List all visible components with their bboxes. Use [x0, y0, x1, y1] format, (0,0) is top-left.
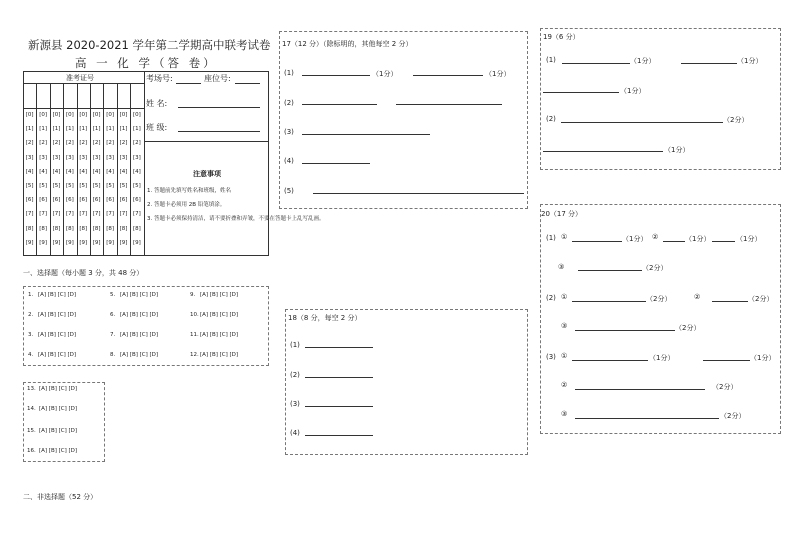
seat-label: 座位号: — [204, 74, 231, 83]
digit-bubble[interactable]: [0] — [119, 112, 128, 118]
q19-header: 19（6 分） — [543, 33, 580, 41]
digit-bubble[interactable]: [5] — [92, 183, 101, 189]
digit-bubble[interactable]: [6] — [119, 197, 128, 204]
question-number: 4. — [28, 352, 34, 358]
q17-part-2: (2) — [284, 99, 294, 107]
digit-bubble[interactable]: [1] — [79, 126, 88, 133]
q20-1-3-score: （2分） — [642, 264, 668, 272]
digit-bubble[interactable]: [0] — [132, 112, 141, 118]
q20-1-2b-blank[interactable] — [712, 241, 735, 242]
q19-box — [540, 28, 781, 170]
digit-bubble[interactable]: [9] — [39, 239, 47, 246]
q18-box — [285, 309, 528, 455]
q20-1-2-score: （1分） — [685, 235, 711, 243]
q20-3-circle-2: ② — [561, 381, 568, 389]
digit-bubble[interactable]: [3] — [25, 154, 34, 161]
digit-bubble[interactable]: [2] — [132, 140, 141, 147]
digit-bubble[interactable]: [8] — [132, 225, 141, 232]
choice-options[interactable]: [A] [B] [C] [D] — [38, 352, 77, 358]
question-number: 16. — [27, 448, 36, 454]
digit-bubble[interactable]: [3] — [79, 154, 88, 161]
question-number: 5. — [110, 292, 116, 298]
digit-bubble[interactable]: [5] — [132, 183, 141, 189]
digit-bubble[interactable]: [9] — [65, 239, 74, 246]
digit-bubble[interactable]: [3] — [52, 154, 61, 161]
digit-bubble[interactable]: [5] — [119, 183, 128, 189]
class-field[interactable] — [178, 131, 260, 132]
digit-bubble[interactable]: [5] — [79, 183, 88, 189]
q20-3-2-score: （2分） — [712, 383, 738, 391]
question-number: 14. — [27, 406, 36, 412]
room-field[interactable] — [176, 83, 201, 84]
digit-bubble[interactable]: [4] — [106, 168, 114, 175]
q20-3-circle-3: ③ — [561, 410, 568, 418]
question-number: 2. — [28, 312, 34, 318]
q19-1-blank-c[interactable] — [543, 92, 619, 93]
digit-bubble[interactable]: [7] — [65, 211, 74, 218]
q18-4-blank[interactable] — [305, 435, 373, 436]
q18-part-2: (2) — [290, 371, 300, 379]
digit-bubble[interactable]: [8] — [92, 225, 101, 232]
q19-2-blank-b[interactable] — [543, 151, 663, 152]
digit-bubble[interactable]: [4] — [25, 168, 34, 175]
q17-3-blank[interactable] — [302, 134, 430, 135]
q18-2-blank[interactable] — [305, 377, 373, 378]
q19-1-score-b: （1分） — [737, 57, 763, 65]
digit-bubble[interactable]: [5] — [39, 183, 47, 189]
digit-bubble[interactable]: [9] — [132, 239, 141, 246]
q20-2-3-score: （2分） — [675, 324, 701, 332]
q18-1-blank[interactable] — [305, 347, 373, 348]
admission-label: 准考证号 — [66, 74, 94, 82]
q17-part-3: (3) — [284, 128, 294, 136]
q20-2-circle-2: ② — [694, 293, 701, 301]
q19-part-2: (2) — [546, 115, 556, 123]
digit-bubble[interactable]: [6] — [132, 197, 141, 204]
question-number: 6. — [110, 312, 116, 318]
choice-options[interactable]: [A] [B] [C] [D] — [120, 352, 159, 358]
q17-2-blank-b[interactable] — [396, 104, 502, 105]
digit-bubble[interactable]: [7] — [25, 211, 34, 218]
q18-header: 18（8 分，每空 2 分） — [288, 314, 362, 322]
room-label: 考场号: — [146, 74, 173, 83]
q20-2-1-blank[interactable] — [572, 301, 646, 302]
digit-bubble[interactable]: [2] — [92, 140, 101, 147]
notice-title: 注意事项 — [193, 170, 221, 178]
digit-bubble[interactable]: [8] — [106, 225, 114, 232]
digit-bubble[interactable]: [0] — [25, 112, 34, 118]
digit-bubble[interactable]: [4] — [39, 168, 47, 175]
q17-5-blank[interactable] — [313, 193, 524, 194]
q20-3-1b-blank[interactable] — [703, 360, 750, 361]
digit-bubble[interactable]: [4] — [52, 168, 61, 175]
name-field[interactable] — [178, 107, 260, 108]
digit-bubble[interactable]: [1] — [132, 126, 141, 133]
digit-bubble[interactable]: [3] — [132, 154, 141, 161]
q17-4-blank[interactable] — [302, 163, 370, 164]
section1-label: 一、选择题（每小题 3 分，共 48 分） — [23, 269, 144, 277]
choice-options[interactable]: [A] [B] [C] [D] — [120, 292, 159, 298]
question-number: 9. — [190, 292, 196, 298]
q17-header: 17（12 分）（除标明的，其他每空 2 分） — [282, 40, 413, 48]
q17-box — [279, 31, 528, 209]
q17-1-blank-a[interactable] — [302, 75, 370, 76]
q20-2-1-score: （2分） — [646, 295, 672, 303]
q19-1-score-c: （1分） — [620, 87, 646, 95]
digit-bubble[interactable]: [8] — [39, 225, 47, 232]
digit-bubble[interactable]: [7] — [92, 211, 101, 218]
choice-options[interactable]: [A] [B] [C] [D] — [39, 406, 78, 412]
question-number: 11. — [190, 332, 199, 338]
digit-bubble[interactable]: [1] — [52, 126, 61, 133]
q20-3-1-score: （1分） — [649, 354, 675, 362]
digit-bubble[interactable]: [3] — [92, 154, 101, 161]
paper-subtitle: 高 一 化 学（答 卷） — [75, 56, 218, 70]
q17-part-5: (5) — [284, 187, 294, 195]
digit-bubble[interactable]: [7] — [52, 211, 61, 218]
q20-3-3-score: （2分） — [720, 412, 746, 420]
digit-bubble[interactable]: [0] — [106, 112, 114, 118]
digit-bubble[interactable]: [6] — [25, 197, 34, 204]
q17-1-score-a: （1分） — [372, 70, 398, 78]
digit-bubble[interactable]: [7] — [119, 211, 128, 218]
q20-1-circle-2: ② — [652, 233, 659, 241]
digit-bubble[interactable]: [9] — [119, 239, 128, 246]
digit-bubble[interactable]: [7] — [132, 211, 141, 218]
digit-bubble[interactable]: [5] — [65, 183, 74, 189]
digit-bubble[interactable]: [8] — [52, 225, 61, 232]
notice-item-1: 1. 答题前先填写姓名和班级，姓名 — [147, 188, 231, 194]
digit-bubble[interactable]: [2] — [119, 140, 128, 147]
q20-1-3-blank[interactable] — [578, 270, 642, 271]
choice-options[interactable]: [A] [B] [C] [D] — [200, 332, 239, 338]
q20-1-1-score: （1分） — [622, 235, 648, 243]
digit-bubble[interactable]: [8] — [79, 225, 88, 232]
q20-1-circle-1: ① — [561, 233, 568, 241]
digit-bubble[interactable]: [6] — [92, 197, 101, 204]
q19-2-score-a: （2分） — [723, 116, 749, 124]
digit-bubble[interactable]: [6] — [79, 197, 88, 204]
q20-1-2b-score: （1分） — [736, 235, 762, 243]
q20-3-1-blank[interactable] — [572, 360, 648, 361]
q19-1-score-a: （1分） — [630, 57, 656, 65]
choice-options[interactable]: [A] [B] [C] [D] — [200, 292, 239, 298]
q19-part-1: (1) — [546, 56, 556, 64]
q20-2-3-blank[interactable] — [575, 330, 675, 331]
choice-options[interactable]: [A] [B] [C] [D] — [120, 332, 159, 338]
choice-options[interactable]: [A] [B] [C] [D] — [38, 292, 77, 298]
q19-1-blank-b[interactable] — [681, 63, 737, 64]
digit-bubble[interactable]: [8] — [119, 225, 128, 232]
digit-bubble[interactable]: [5] — [106, 183, 114, 189]
choice-options[interactable]: [A] [B] [C] [D] — [39, 448, 78, 454]
digit-bubble[interactable]: [7] — [79, 211, 88, 218]
notice-item-2: 2. 答题卡必须用 2B 铅笔填涂。 — [147, 202, 226, 208]
digit-bubble[interactable]: [3] — [39, 154, 47, 161]
q20-part-2: (2) — [546, 294, 556, 302]
digit-bubble[interactable]: [2] — [52, 140, 61, 147]
q20-2-circle-1: ① — [561, 293, 568, 301]
digit-bubble[interactable]: [0] — [39, 112, 47, 118]
digit-bubble[interactable]: [8] — [65, 225, 74, 232]
digit-bubble[interactable]: [8] — [25, 225, 34, 232]
digit-bubble[interactable]: [7] — [39, 211, 47, 218]
q17-2-blank-a[interactable] — [302, 104, 377, 105]
q20-2-circle-3: ③ — [561, 322, 568, 330]
digit-bubble[interactable]: [1] — [25, 126, 34, 133]
q18-part-1: (1) — [290, 341, 300, 349]
q17-part-4: (4) — [284, 157, 294, 165]
q20-1-circle-3: ③ — [558, 263, 565, 271]
digit-bubble[interactable]: [1] — [39, 126, 47, 133]
question-number: 15. — [27, 428, 36, 434]
q20-part-1: (1) — [546, 234, 556, 242]
digit-bubble[interactable]: [3] — [106, 154, 114, 161]
digit-bubble[interactable]: [6] — [65, 197, 74, 204]
question-number: 8. — [110, 352, 116, 358]
choice-options[interactable]: [A] [B] [C] [D] — [38, 332, 77, 338]
digit-bubble[interactable]: [4] — [65, 168, 74, 175]
digit-bubble[interactable]: [3] — [119, 154, 128, 161]
digit-bubble[interactable]: [5] — [25, 183, 34, 189]
class-label: 班 级: — [146, 123, 168, 132]
digit-bubble[interactable]: [0] — [52, 112, 61, 118]
digit-bubble[interactable]: [1] — [65, 126, 74, 133]
q20-1-1-blank[interactable] — [572, 241, 622, 242]
choice-options[interactable]: [A] [B] [C] [D] — [120, 312, 159, 318]
q19-1-blank-a[interactable] — [562, 63, 630, 64]
q20-1-2-blank[interactable] — [663, 241, 685, 242]
question-number: 13. — [27, 386, 36, 392]
choice-options[interactable]: [A] [B] [C] [D] — [39, 428, 78, 434]
choice-options[interactable]: [A] [B] [C] [D] — [200, 312, 239, 318]
digit-bubble[interactable]: [4] — [119, 168, 128, 175]
digit-bubble[interactable]: [2] — [39, 140, 47, 147]
digit-bubble[interactable]: [2] — [25, 140, 34, 147]
digit-bubble[interactable]: [5] — [52, 183, 61, 189]
q20-3-circle-1: ① — [561, 352, 568, 360]
question-number: 10. — [190, 312, 199, 318]
digit-bubble[interactable]: [9] — [52, 239, 61, 246]
digit-bubble[interactable]: [9] — [92, 239, 101, 246]
q20-3-2-blank[interactable] — [575, 389, 705, 390]
question-number: 12. — [190, 352, 199, 358]
digit-bubble[interactable]: [0] — [79, 112, 88, 118]
q19-2-score-b: （1分） — [664, 146, 690, 154]
digit-bubble[interactable]: [7] — [106, 211, 114, 218]
q20-header: 20（17 分） — [541, 210, 583, 218]
notice-item-3: 3. 答题卡必须保持清洁，请不要折叠和弄皱，不要在答题卡上乱写乱画。 — [147, 216, 325, 222]
digit-bubble[interactable]: [9] — [25, 239, 34, 246]
choice-options[interactable]: [A] [B] [C] [D] — [39, 386, 78, 392]
digit-bubble[interactable]: [1] — [106, 126, 114, 133]
section2-label: 二、非选择题（52 分） — [23, 493, 98, 501]
digit-bubble[interactable]: [3] — [65, 154, 74, 161]
q20-part-3: (3) — [546, 353, 556, 361]
question-number: 1. — [28, 292, 34, 298]
digit-bubble[interactable]: [6] — [52, 197, 61, 204]
choice-options[interactable]: [A] [B] [C] [D] — [38, 312, 77, 318]
digit-bubble[interactable]: [9] — [79, 239, 88, 246]
digit-bubble[interactable]: [4] — [92, 168, 101, 175]
q20-2-2-blank[interactable] — [712, 301, 748, 302]
digit-bubble[interactable]: [2] — [106, 140, 114, 147]
digit-bubble[interactable]: [4] — [132, 168, 141, 175]
q17-1-blank-b[interactable] — [413, 75, 483, 76]
digit-bubble[interactable]: [6] — [39, 197, 47, 204]
paper-title: 新源县 2020-2021 学年第二学期高中联考试卷 — [28, 38, 271, 52]
digit-bubble[interactable]: [1] — [92, 126, 101, 133]
q19-2-blank-a[interactable] — [561, 122, 723, 123]
digit-bubble[interactable]: [1] — [119, 126, 128, 133]
name-label: 姓 名: — [146, 99, 168, 108]
digit-bubble[interactable]: [0] — [92, 112, 101, 118]
q20-3-3-blank[interactable] — [575, 418, 719, 419]
seat-field[interactable] — [235, 83, 260, 84]
digit-bubble[interactable]: [6] — [106, 197, 114, 204]
q17-part-1: (1) — [284, 69, 294, 77]
q18-part-4: (4) — [290, 429, 300, 437]
q17-1-score-b: （1分） — [485, 70, 511, 78]
q20-3-1b-score: （1分） — [750, 354, 776, 362]
digit-bubble[interactable]: [0] — [65, 112, 74, 118]
q20-2-2-score: （2分） — [748, 295, 774, 303]
digit-bubble[interactable]: [4] — [79, 168, 88, 175]
digit-bubble[interactable]: [2] — [79, 140, 88, 147]
q18-part-3: (3) — [290, 400, 300, 408]
question-number: 7. — [110, 332, 116, 338]
q18-3-blank[interactable] — [305, 406, 373, 407]
digit-bubble[interactable]: [9] — [106, 239, 114, 246]
choice-options[interactable]: [A] [B] [C] [D] — [200, 352, 239, 358]
digit-bubble[interactable]: [2] — [65, 140, 74, 147]
question-number: 3. — [28, 332, 34, 338]
